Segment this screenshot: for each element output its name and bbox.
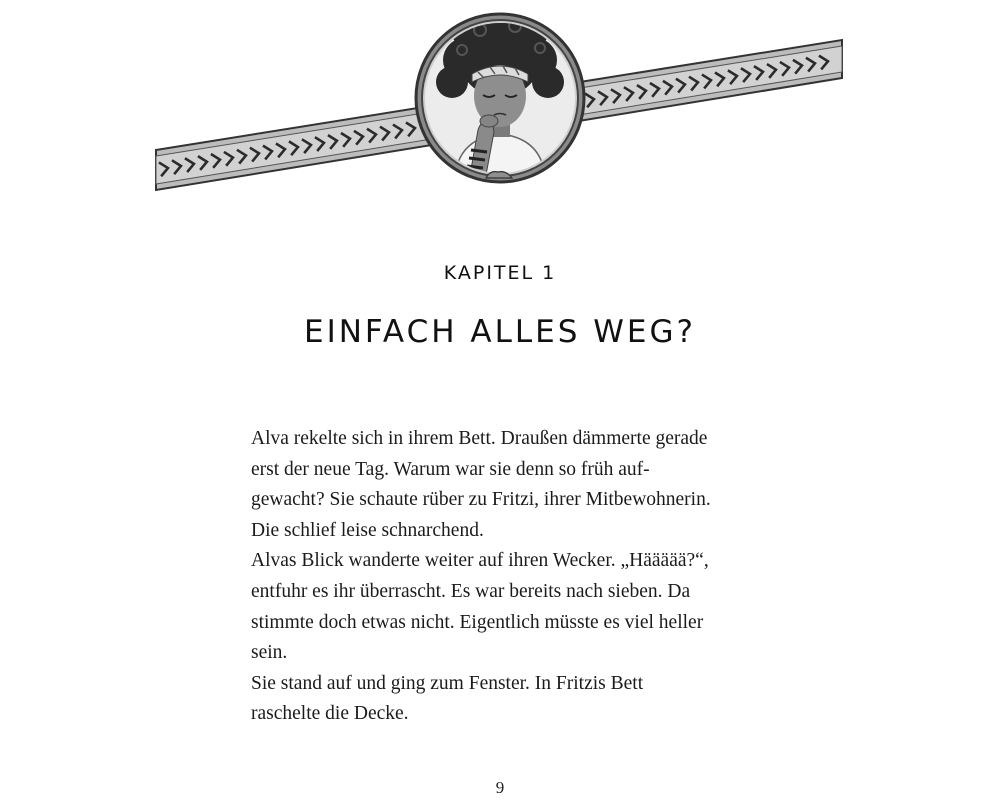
body-text-line: Alvas Blick wanderte weiter auf ihren Wecker. „Häääää?“, <box>251 550 709 572</box>
body-text-line: sein. <box>251 642 288 664</box>
body-text-line: entfuhr es ihr überrascht. Es war bereits nach sieben. Da <box>251 580 691 602</box>
chapter-body-text <box>251 424 771 730</box>
body-text-line: raschelte die Decke. <box>251 703 409 725</box>
page-number: 9 <box>495 778 505 797</box>
body-text-line: Sie stand auf und ging zum Fenster. In Fritzis Bett <box>251 672 644 694</box>
body-text-line: Die schlief leise schnarchend. <box>251 519 484 541</box>
portrait-medallion <box>416 0 584 182</box>
chapter-title: EINFACH ALLES WEG? <box>304 314 696 350</box>
body-text-line: gewacht? Sie schaute rüber zu Fritzi, ihrer Mitbewohnerin. <box>251 489 711 511</box>
body-text-line: Alva rekelte sich in ihrem Bett. Draußen dämmerte gerade <box>251 428 708 449</box>
body-text-line: erst der neue Tag. Warum war sie denn so früh auf- <box>251 458 650 480</box>
body-text-line: stimmte doch etwas nicht. Eigentlich müsste es viel heller <box>251 611 704 633</box>
chapter-label: KAPITEL 1 <box>443 262 557 284</box>
chapter-header-illustration <box>0 0 1000 200</box>
